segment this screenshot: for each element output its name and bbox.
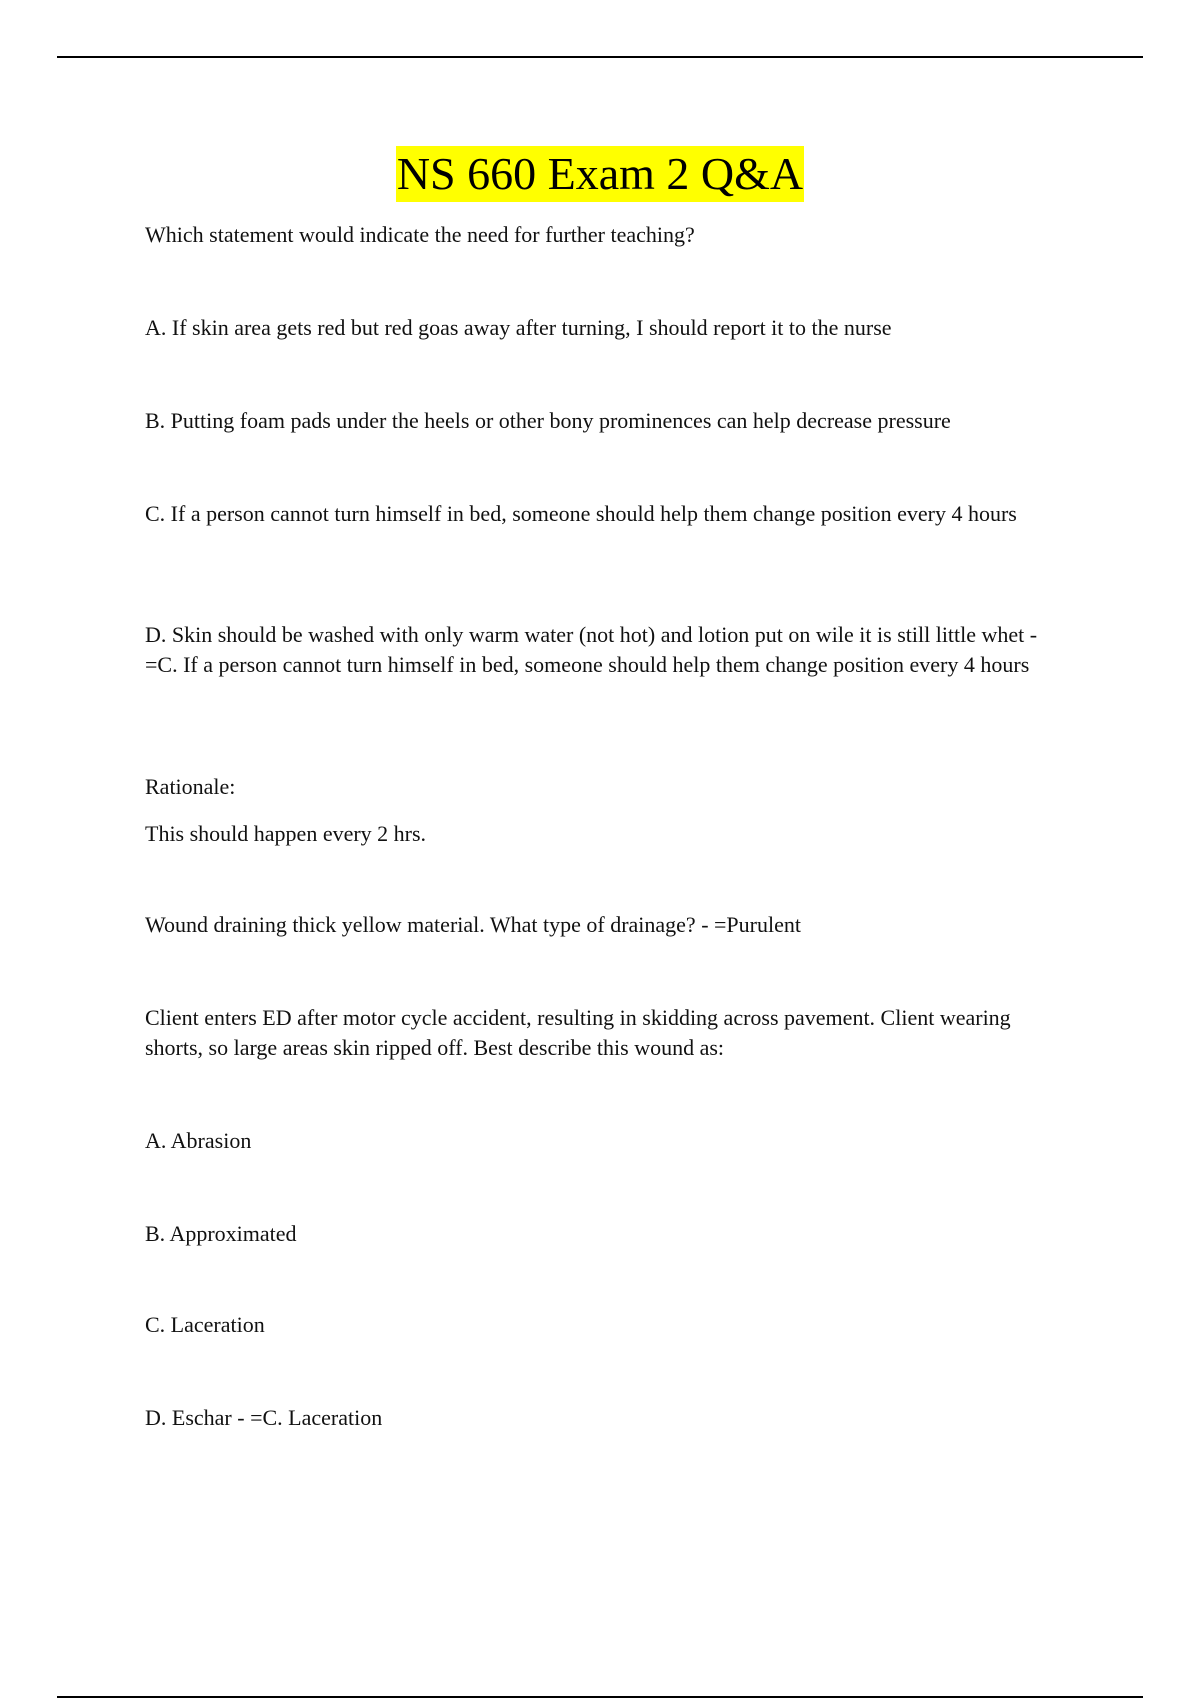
title-container <box>0 146 1200 202</box>
document-title: NS 660 Exam 2 Q&A <box>396 146 804 202</box>
rationale-text: This should happen every 2 hrs. <box>145 821 427 846</box>
question-3-option-a: A. Abrasion <box>145 1128 252 1153</box>
question-2-with-answer: Wound draining thick yellow material. What type of drainage? - =Purulent <box>145 912 801 937</box>
question-1-option-b: B. Putting foam pads under the heels or other bony prominences can help decrease pressure <box>145 408 951 433</box>
question-1-option-a: A. If skin area gets red but red goas away after turning, I should report it to the nurse <box>145 315 892 340</box>
footer-rule <box>57 1696 1143 1698</box>
question-3-option-d-answer: D. Eschar - =C. Laceration <box>145 1405 383 1430</box>
header-rule <box>57 56 1143 58</box>
question-1-option-d-answer: D. Skin should be washed with only warm water (not hot) and lotion put on wile it is still little whet - =C. If a person cannot turn himself in bed, someone should help them change position every 4 hours <box>145 622 1038 677</box>
question-3-prompt: Client enters ED after motor cycle accident, resulting in skidding across pavement. Client wearing shorts, so large areas skin ripped off. Best describe this wound as: <box>145 1005 1011 1060</box>
question-3-option-b: B. Approximated <box>145 1221 297 1246</box>
rationale-label: Rationale: <box>145 774 236 799</box>
question-3-option-c: C. Laceration <box>145 1312 265 1337</box>
question-1-prompt: Which statement would indicate the need for further teaching? <box>145 222 695 247</box>
question-1-option-c: C. If a person cannot turn himself in bed, someone should help them change position every 4 hours <box>145 501 1017 526</box>
